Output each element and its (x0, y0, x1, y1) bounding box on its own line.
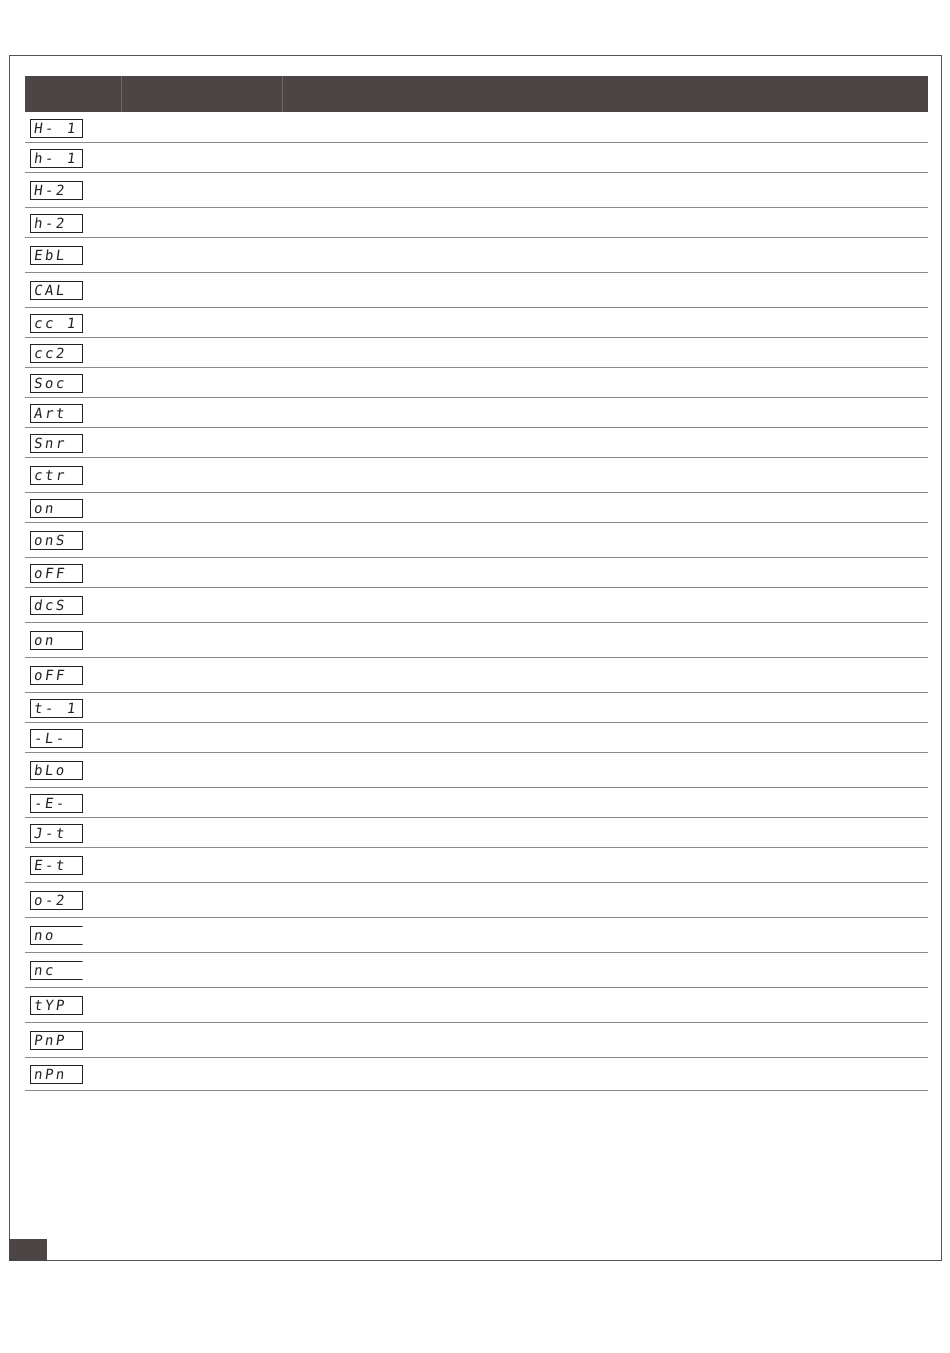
lcd-code-text: t- 1 (32, 700, 79, 717)
lcd-code-text: bLo (32, 762, 68, 779)
lcd-code-display (30, 374, 83, 393)
lcd-code-text: H- 1 (32, 120, 79, 137)
lcd-code-display (30, 281, 83, 300)
table-row (25, 143, 928, 173)
table-row (25, 238, 928, 273)
table-row (25, 398, 928, 428)
lcd-code-text: dcS (32, 597, 68, 614)
lcd-code-text: no (32, 927, 57, 944)
lcd-code-text: nc (32, 962, 57, 979)
table-row (25, 848, 928, 883)
table-row (25, 523, 928, 558)
lcd-code-display (30, 181, 83, 200)
table-row (25, 338, 928, 368)
table-row (25, 723, 928, 753)
table-row (25, 558, 928, 588)
lcd-code-display (30, 631, 83, 650)
lcd-code-text: nPn (32, 1066, 68, 1083)
table-row (25, 428, 928, 458)
header-col-code (25, 76, 122, 112)
table-row (25, 493, 928, 523)
lcd-code-display (30, 856, 83, 875)
lcd-code-display (30, 314, 83, 333)
lcd-code-display (30, 1065, 83, 1084)
lcd-code-text: E-t (32, 857, 68, 874)
lcd-code-text: h- 1 (32, 150, 79, 167)
lcd-code-display (30, 434, 83, 453)
lcd-code-text: J-t (32, 825, 68, 842)
table-row (25, 953, 928, 988)
lcd-code-display (30, 761, 83, 780)
lcd-code-text: CAL (32, 282, 68, 299)
lcd-code-text: on (32, 500, 57, 517)
table-row (25, 818, 928, 848)
lcd-code-text: -L- (32, 730, 68, 747)
table-row (25, 1058, 928, 1091)
lcd-code-display (30, 214, 83, 233)
page-number-tab (9, 1239, 47, 1261)
table-row (25, 458, 928, 493)
lcd-code-display (30, 466, 83, 485)
lcd-code-display (30, 824, 83, 843)
lcd-code-display (30, 564, 83, 583)
lcd-code-text: on (32, 632, 57, 649)
table-row (25, 588, 928, 623)
lcd-code-text: h-2 (32, 215, 68, 232)
lcd-code-text: oFF (32, 667, 68, 684)
lcd-code-display (30, 961, 83, 980)
lcd-code-text: cc 1 (32, 315, 79, 332)
table-row (25, 1023, 928, 1058)
table-row (25, 918, 928, 953)
table-row (25, 658, 928, 693)
table-row (25, 883, 928, 918)
lcd-code-display (30, 794, 83, 813)
table-header (25, 76, 928, 112)
lcd-code-display (30, 891, 83, 910)
table-row (25, 753, 928, 788)
lcd-code-display (30, 996, 83, 1015)
header-col-name (122, 76, 283, 112)
table-row (25, 623, 928, 658)
table-row (25, 693, 928, 723)
header-col-description (283, 76, 928, 112)
lcd-code-text: tYP (32, 997, 68, 1014)
lcd-code-text: Snr (32, 435, 68, 452)
lcd-code-display (30, 1031, 83, 1050)
lcd-code-text: ctr (32, 467, 68, 484)
lcd-code-text: H-2 (32, 182, 68, 199)
table-row (25, 988, 928, 1023)
lcd-code-display (30, 699, 83, 718)
lcd-code-text: PnP (32, 1032, 68, 1049)
lcd-code-display (30, 119, 83, 138)
table-row (25, 173, 928, 208)
lcd-code-display (30, 729, 83, 748)
lcd-code-display (30, 499, 83, 518)
table-row (25, 208, 928, 238)
table-row (25, 788, 928, 818)
table-row (25, 113, 928, 143)
table-row (25, 368, 928, 398)
lcd-code-text: EbL (32, 247, 68, 264)
lcd-code-text: -E- (32, 795, 68, 812)
lcd-code-display (30, 596, 83, 615)
lcd-code-text: cc2 (32, 345, 68, 362)
lcd-code-display (30, 149, 83, 168)
lcd-code-display (30, 246, 83, 265)
lcd-code-text: Soc (32, 375, 68, 392)
lcd-code-display (30, 404, 83, 423)
lcd-code-display (30, 926, 83, 945)
lcd-code-display (30, 666, 83, 685)
lcd-code-text: onS (32, 532, 68, 549)
lcd-code-display (30, 344, 83, 363)
lcd-code-text: Art (32, 405, 68, 422)
table-row (25, 273, 928, 308)
lcd-code-text: oFF (32, 565, 68, 582)
lcd-code-display (30, 531, 83, 550)
lcd-code-text: o-2 (32, 892, 68, 909)
table-row (25, 308, 928, 338)
